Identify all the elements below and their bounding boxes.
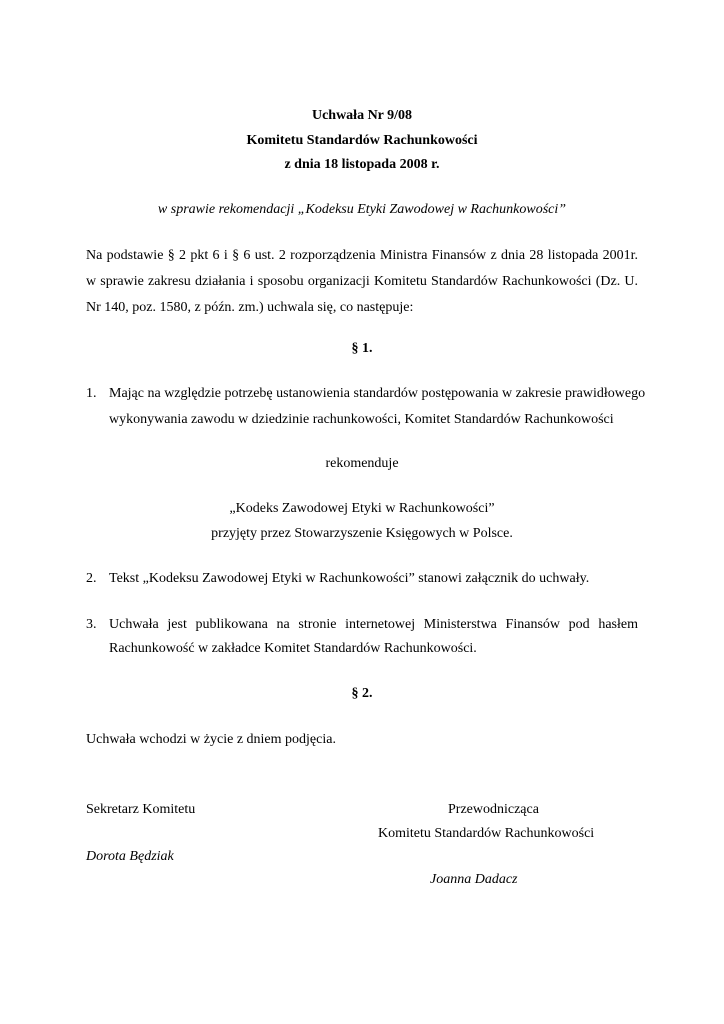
- item-3-number: 3.: [86, 617, 97, 632]
- item-2-text: Tekst „Kodeksu Zawodowej Etyki w Rachunkowości” stanowi załącznik do uchwały.: [109, 571, 590, 586]
- chair-name: Joanna Dadacz: [430, 872, 518, 887]
- secretary-role: Sekretarz Komitetu: [86, 802, 196, 817]
- preamble-line-3: Nr 140, poz. 1580, z późn. zm.) uchwala się, co następuje:: [86, 300, 414, 315]
- section-1-heading: § 1.: [351, 341, 373, 356]
- resolution-title: Uchwała Nr 9/08: [311, 108, 413, 123]
- code-name: „Kodeks Zawodowej Etyki w Rachunkowości”: [229, 501, 495, 516]
- section-2-text: Uchwała wchodzi w życie z dniem podjęcia.: [86, 732, 336, 747]
- chair-body: Komitetu Standardów Rachunkowości: [378, 826, 595, 841]
- preamble-line-1: Na podstawie § 2 pkt 6 i § 6 ust. 2 rozporządzenia Ministra Finansów z dnia 28 listopada 2001r.: [86, 248, 638, 263]
- item-1-line-1: Mając na względzie potrzebę ustanowienia standardów postępowania w zakresie prawidłowego: [109, 386, 646, 401]
- item-3-line-2: Rachunkowość w zakładce Komitet Standardów Rachunkowości.: [109, 641, 477, 656]
- resolution-date: z dnia 18 listopada 2008 r.: [284, 157, 440, 172]
- item-1-number: 1.: [86, 386, 97, 401]
- item-3-line-1: Uchwała jest publikowana na stronie internetowej Ministerstwa Finansów pod hasłem: [109, 617, 638, 632]
- section-2-heading: § 2.: [351, 686, 373, 701]
- committee-name: Komitetu Standardów Rachunkowości: [246, 133, 478, 148]
- chair-role: Przewodnicząca: [448, 802, 539, 817]
- adopted-by: przyjęty przez Stowarzyszenie Księgowych w Polsce.: [211, 526, 513, 541]
- resolution-subject: w sprawie rekomendacji „Kodeksu Etyki Zawodowej w Rachunkowości”: [157, 202, 567, 217]
- preamble-line-2: w sprawie zakresu działania i sposobu organizacji Komitetu Standardów Rachunkowości (Dz. U.: [86, 274, 638, 289]
- item-1-line-2: wykonywania zawodu w dziedzinie rachunkowości, Komitet Standardów Rachunkowości: [109, 412, 614, 427]
- item-2-number: 2.: [86, 571, 97, 586]
- recommends-text: rekomenduje: [325, 456, 399, 471]
- secretary-name: Dorota Będziak: [86, 849, 174, 864]
